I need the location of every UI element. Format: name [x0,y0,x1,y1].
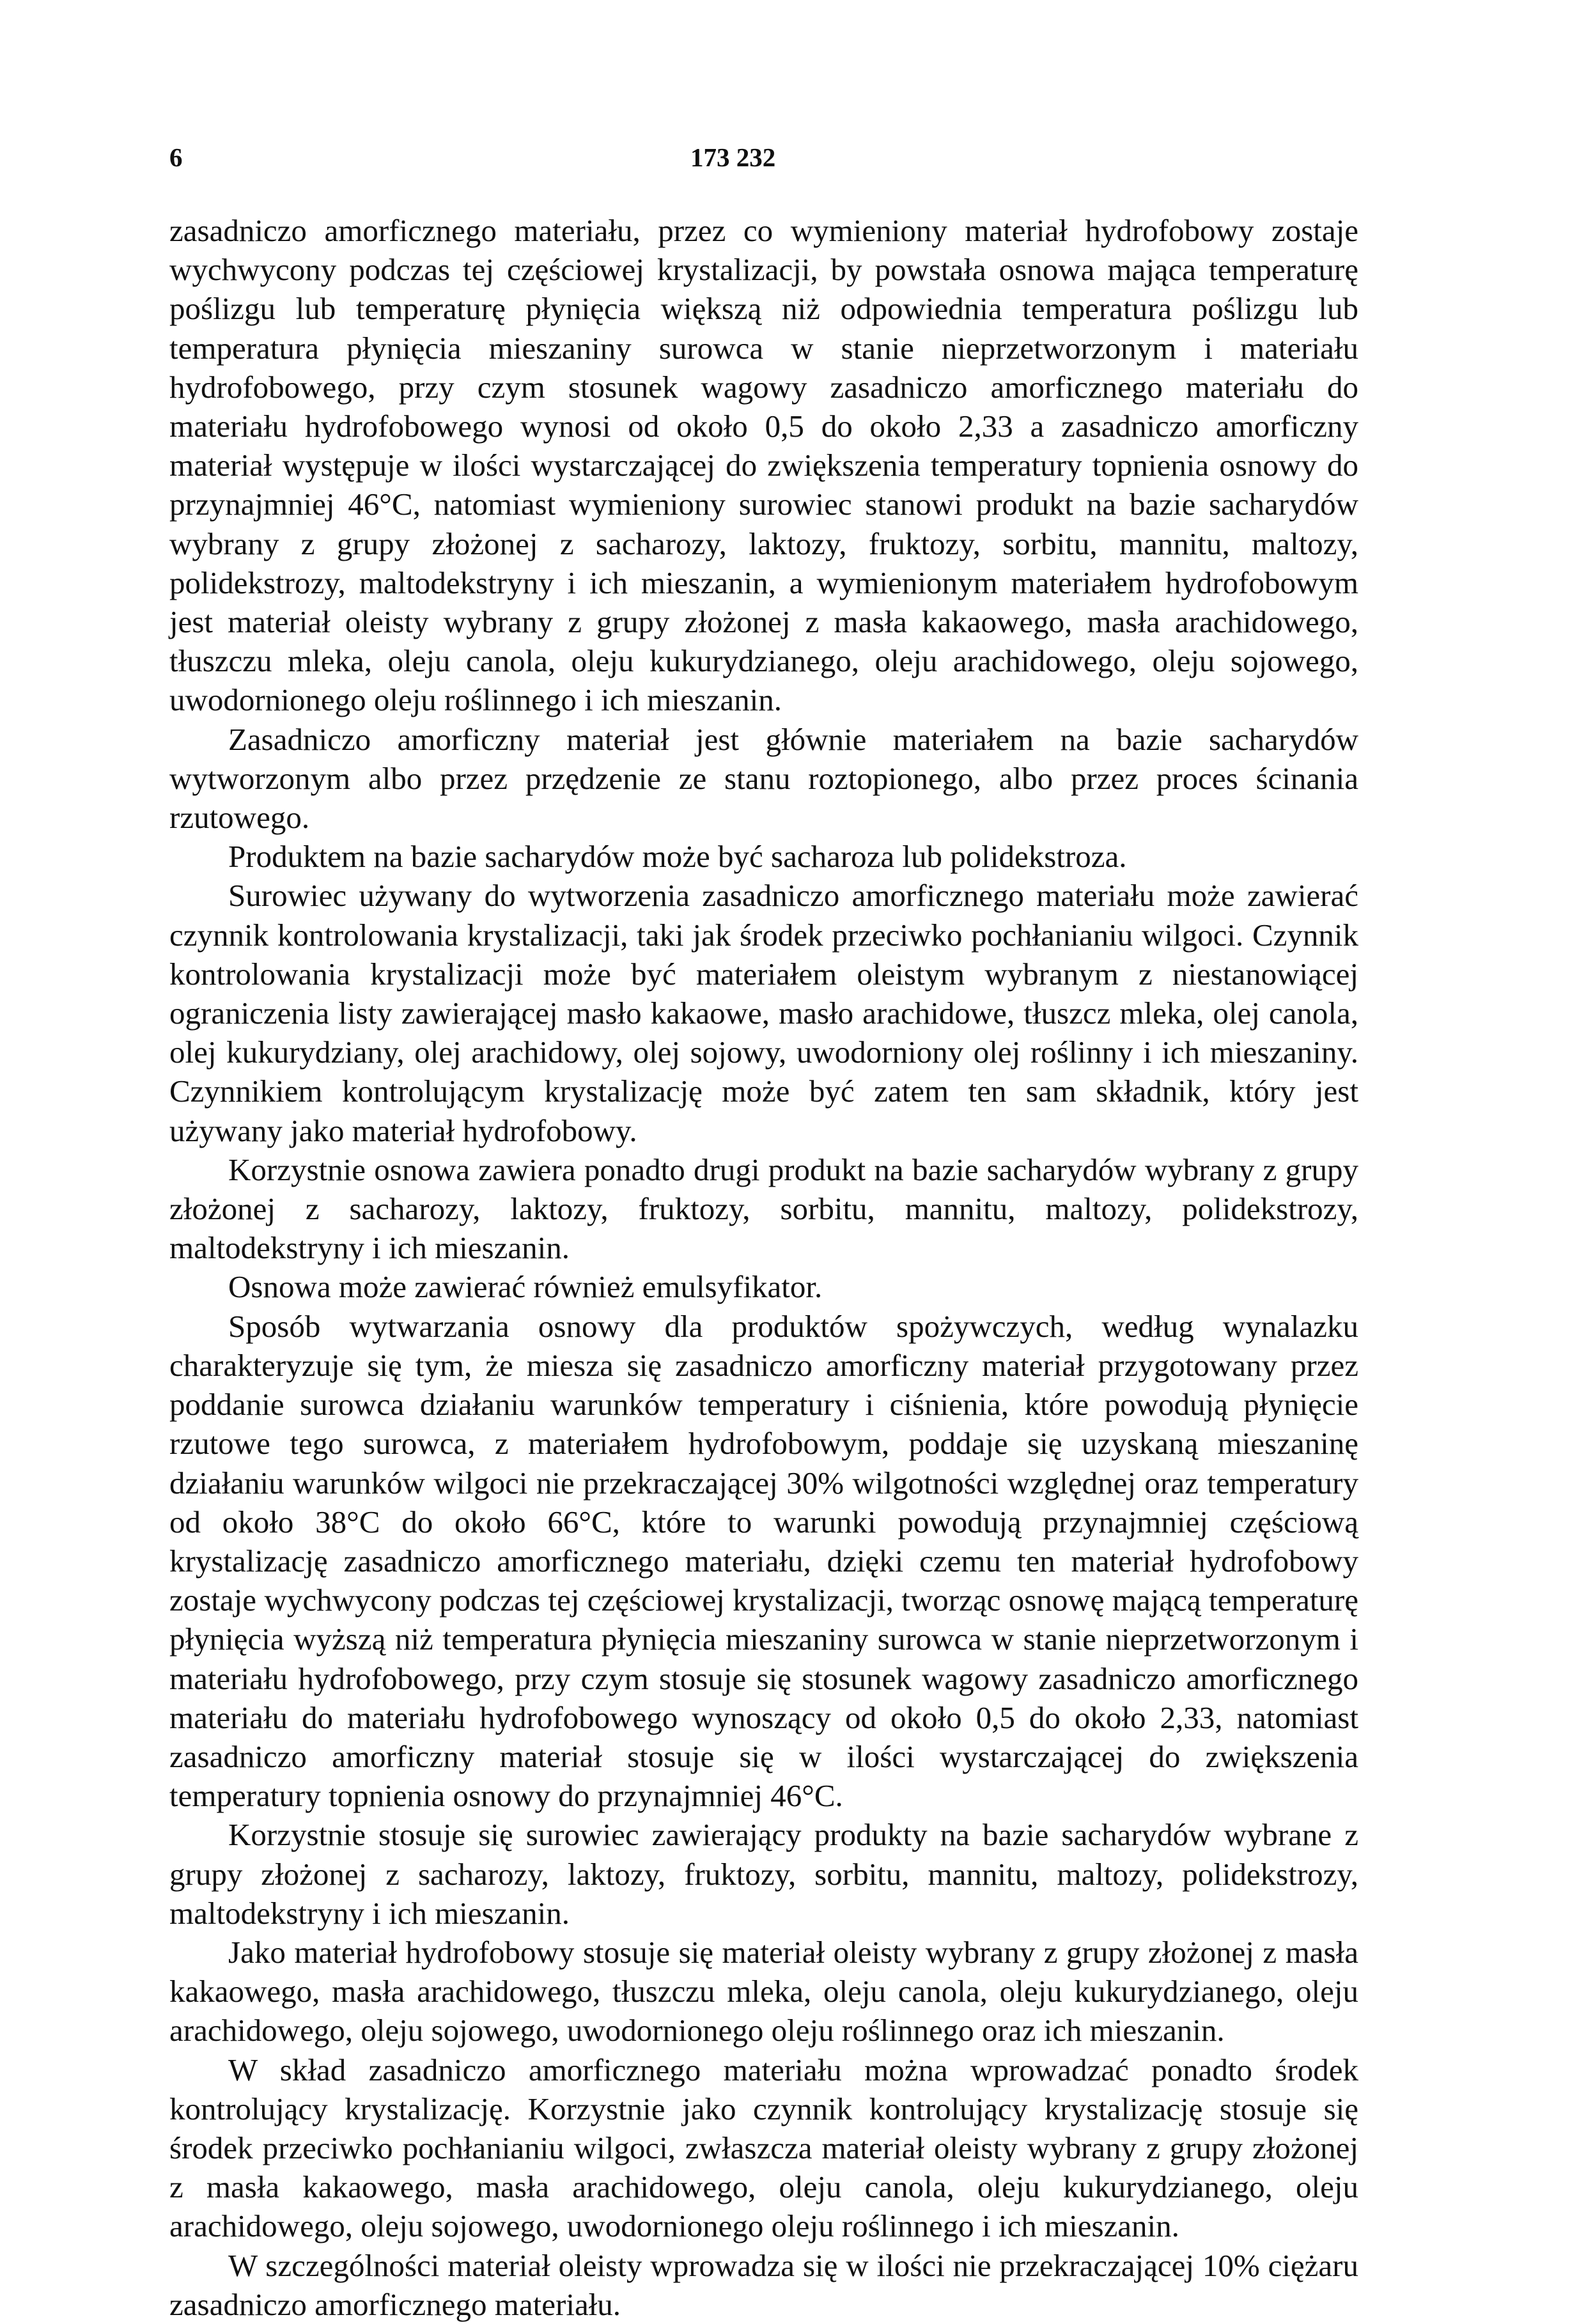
patent-number: 173 232 [690,143,776,172]
paragraph-continuation: zasadniczo amorficznego materiału, przez co wymieniony materiał hydrofobowy zostaje wychwycony podczas tej częściowej krystalizacji, by powstała osnowa mająca temperaturę poślizgu lub temperaturę płynięcia większą niż odpowiednia temperatura poślizgu lub temperatura płynięcia mieszaniny surowca w stanie nieprzetworzonym i materiału hydrofobowego, przy czym stosunek wagowy zasadniczo amorficznego materiału do materiału hydrofobowego wynosi od około 0,5 do około 2,33 a zasadniczo amorficzny materiał występuje w ilości wystarczającej do zwiększenia temperatury topnienia osnowy do przynajmniej 46°C, natomiast wymieniony surowiec stanowi produkt na bazie sacharydów wybrany z grupy złożonej z sacharozy, laktozy, fruktozy, sorbitu, mannitu, maltozy, polidekstrozy, maltodekstryny i ich mieszanin, a wymienionym materiałem hydrofobowym jest materiał oleisty wybrany z grupy złożonej z masła kakaowego, masła arachidowego, tłuszczu mleka, oleju canola, oleju kukurydzianego, oleju arachidowego, oleju sojowego, uwodornionego oleju roślinnego i ich mieszanin. [169,213,1358,718]
page-number: 6 [169,143,183,172]
paragraph: Korzystnie osnowa zawiera ponadto drugi produkt na bazie sacharydów wybrany z grupy złożonej z sacharozy, laktozy, fruktozy, sorbitu, mannitu, maltozy, polidekstrozy, maltodekstryny i ich mieszanin. [169,1151,1358,1266]
page-header [169,142,1358,180]
paragraph: W skład zasadniczo amorficznego materiału można wprowadzać ponadto środek kontrolujący krystalizację. Korzystnie jako czynnik kontrolujący krystalizację stosuje się środek przeciwko pochłanianiu wilgoci, zwłaszcza materiał oleisty wybrany z grupy złożonej z masła kakaowego, masła arachidowego, oleju canola, oleju kukurydzianego, oleju arachidowego, oleju sojowego, uwodornionego oleju roślinnego i ich mieszanin. [169,2052,1358,2244]
paragraph: Korzystnie stosuje się surowiec zawierający produkty na bazie sacharydów wybrane z grupy złożonej z sacharozy, laktozy, fruktozy, sorbitu, mannitu, maltozy, polidekstrozy, maltodekstryny i ich mieszanin. [169,1817,1358,1931]
paragraph: Produktem na bazie sacharydów może być sacharoza lub polidekstroza. [228,839,1127,875]
paragraph: Sposób wytwarzania osnowy dla produktów spożywczych, według wynalazku charakteryzuje się tym, że miesza się zasadniczo amorficzny materiał przygotowany przez poddanie surowca działaniu warunków temperatury i ciśnienia, które powodują płynięcie rzutowe tego surowca, z materiałem hydrofobowym, poddaje się uzyskaną mieszaninę działaniu warunków wilgoci nie przekraczającej 30% wilgotności względnej oraz temperatury od około 38°C do około 66°C, które to warunki powodują przynajmniej częściową krystalizację zasadniczo amorficznego materiału, dzięki czemu ten materiał hydrofobowy zostaje wychwycony podczas tej częściowej krystalizacji, tworząc osnowę mającą temperaturę płynięcia wyższą niż temperatura płynięcia mieszaniny surowca w stanie nieprzetworzonym i materiału hydrofobowego, przy czym stosuje się stosunek wagowy zasadniczo amorficznego materiału do materiału hydrofobowego wynoszący od około 0,5 do około 2,33, natomiast zasadniczo amorficzny materiał stosuje się w ilości wystarczającej do zwiększenia temperatury topnienia osnowy do przynajmniej 46°C. [169,1308,1358,1814]
paragraph: Jako materiał hydrofobowy stosuje się materiał oleisty wybrany z grupy złożonej z masła kakaowego, masła arachidowego, tłuszczu mleka, oleju canola, oleju kukurydzianego, oleju arachidowego, oleju sojowego, uwodornionego oleju roślinnego oraz ich mieszanin. [169,1934,1358,2048]
paragraph: Surowiec używany do wytworzenia zasadniczo amorficznego materiału może zawierać czynnik kontrolowania krystalizacji, taki jak środek przeciwko pochłanianiu wilgoci. Czynnik kontrolowania krystalizacji może być materiałem oleistym wybranym z niestanowiącej ograniczenia listy zawierającej masło kakaowe, masło arachidowe, tłuszcz mleka, olej canola, olej kukurydziany, olej arachidowy, olej sojowy, uwodorniony olej roślinny i ich mieszaniny. Czynnikiem kontrolującym krystalizację może być zatem ten sam składnik, który jest używany jako materiał hydrofobowy. [169,878,1358,1148]
paragraph: W szczególności materiał oleisty wprowadza się w ilości nie przekraczającej 10% ciężaru zasadniczo amorficznego materiału. [169,2247,1358,2322]
document-body [169,211,1358,2324]
paragraph: Zasadniczo amorficzny materiał jest głównie materiałem na bazie sacharydów wytworzonym albo przez przędzenie ze stanu roztopionego, albo przez proces ścinania rzutowego. [169,721,1358,836]
paragraph: Osnowa może zawierać również emulsyfikator. [228,1269,823,1305]
